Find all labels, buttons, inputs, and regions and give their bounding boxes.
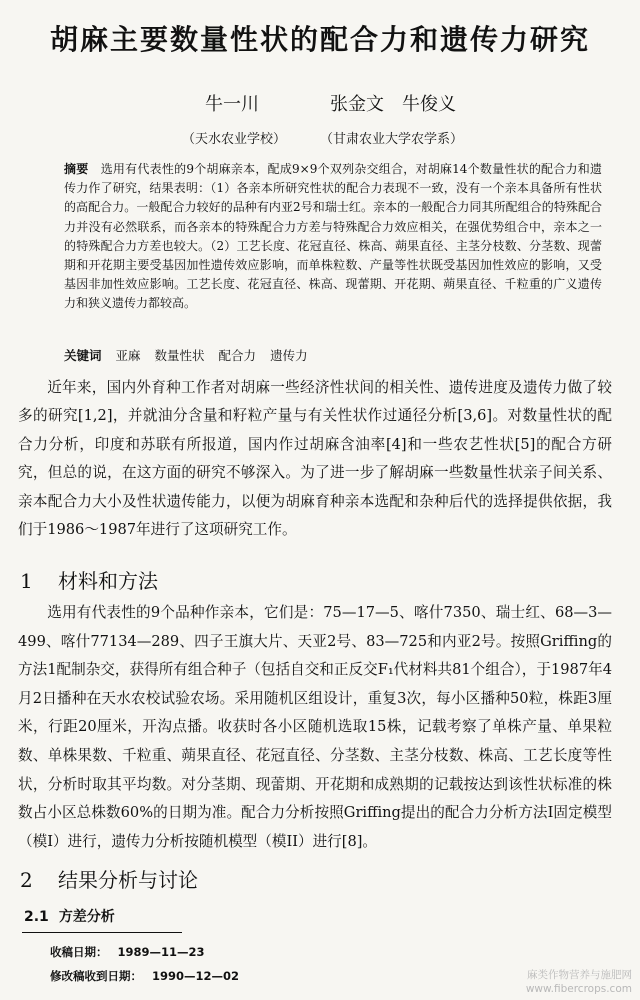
abstract-label: 摘要 xyxy=(64,162,89,176)
section-title: 材料和方法 xyxy=(58,569,158,593)
keyword: 遗传力 xyxy=(270,348,308,363)
paper-title: 胡麻主要数量性状的配合力和遗传力研究 xyxy=(49,23,590,56)
affiliation-2: （甘肃农业大学农学系） xyxy=(320,132,464,147)
methods-paragraph: 选用有代表性的9个品种作亲本，它们是：75—17—5、喀什7350、瑞士红、68—3—499、喀什77134—289、四子王旗大片、天亚2号、83—725和内亚2号。按照Griffing的方法1配制杂交，获得所有组合种子（包括自交和正反交F₁代材料共81个组合），于1987年4月2日播种在天水农校试验农场。采用随机区组设计，重复3次，每小区播种50粒，株距3厘米，行距20厘米，开沟点播。收获时各小区随机选取15株，记载考察了单株产量、单果粒数、单株果数、千粒重、蒴果直径、花冠直径、分茎数、主茎分枝数、株高、工艺长度等性状，分析时取其平均数。对分茎期、现蕾期、开花期和成熟期的记载按达到该性状标准的株数占小区总株数60%的日期为准。配合力分析按照Griffing提出的配合力分析方法I固定模型（模I）进行，遗传力分析按随机模型（模II）进行[8]。 xyxy=(18,604,612,850)
keyword: 配合力 xyxy=(218,348,257,363)
section-heading xyxy=(20,864,198,893)
author-names: 张金文 牛俊义 xyxy=(330,94,456,115)
abstract-text: 选用有代表性的9个胡麻亲本，配成9×9个双列杂交组合，对胡麻14个数量性状的配合力和遗传力作了研究，结果表明：（1）各亲本所研究性状的配合力表现不一致，没有一个亲本具备所有性状的高配合力。一般配合力较好的品种有内亚2号和瑞士红。亲本的一般配合力同其所配组合的特殊配合力并没有必然联系，而各亲本的特殊配合力方差与特殊配合力效应相关，在强优势组合中，亲本之一的特殊配合力方差也较大。（2）工艺长度、花冠直径、株高、蒴果直径、主茎分枝数、分茎数、现蕾期和开花期主要受基因加性遗传效应影响，而单株粒数、产量等性状既受基因加性效应的影响，又受基因非加性效应影响。工艺长度、花冠直径、株高、现蕾期、开花期、蒴果直径、千粒重的广义遗传力和狭义遗传力都较高。 xyxy=(64,162,602,311)
section-number: 1 xyxy=(20,569,33,593)
revised-date xyxy=(50,968,239,984)
revised-label: 修改稿收到日期： xyxy=(50,969,142,983)
watermark-name: 麻类作物营养与施肥网 xyxy=(527,969,632,981)
keywords xyxy=(64,346,322,364)
section-number: 2 xyxy=(20,868,33,892)
section-title: 结果分析与讨论 xyxy=(58,868,198,892)
revised-value: 1990—12—02 xyxy=(152,969,240,983)
watermark-url: www.fibercrops.com xyxy=(525,983,632,995)
received-date xyxy=(50,944,205,960)
subsection-title: 方差分析 xyxy=(58,909,115,925)
subsection-number: 2.1 xyxy=(24,909,49,925)
affiliation-1: （天水农业学校） xyxy=(182,132,287,147)
author-name: 牛一川 xyxy=(205,94,259,115)
keyword: 亚麻 xyxy=(115,348,141,363)
section-heading xyxy=(20,565,158,594)
subsection-heading xyxy=(24,906,115,926)
intro-paragraph: 近年来，国内外育种工作者对胡麻一些经济性状间的相关性、遗传进度及遗传力做了较多的研究[1,2]，并就油分含量和籽粒产量与有关性状作过通径分析[3,6]。对数量性状的配合力分析，印度和苏联有所报道，国内作过胡麻含油率[4]和一些农艺性状[5]的配合方研究，但总的说，在这方面的研究不够深入。为了进一步了解胡麻一些数量性状亲子间关系、亲本配合力大小及性状遗传能力，以便为胡麻育种亲本选配和杂种后代的选择提供依据，我们于1986～1987年进行了这项研究工作。 xyxy=(18,379,612,539)
keyword: 数量性状 xyxy=(154,348,205,363)
received-value: 1989—11—23 xyxy=(117,945,205,959)
watermark xyxy=(526,968,632,996)
keywords-label: 关键词 xyxy=(64,348,102,363)
abstract xyxy=(64,160,602,314)
received-label: 收稿日期： xyxy=(50,945,108,959)
footnote-rule xyxy=(22,932,182,933)
